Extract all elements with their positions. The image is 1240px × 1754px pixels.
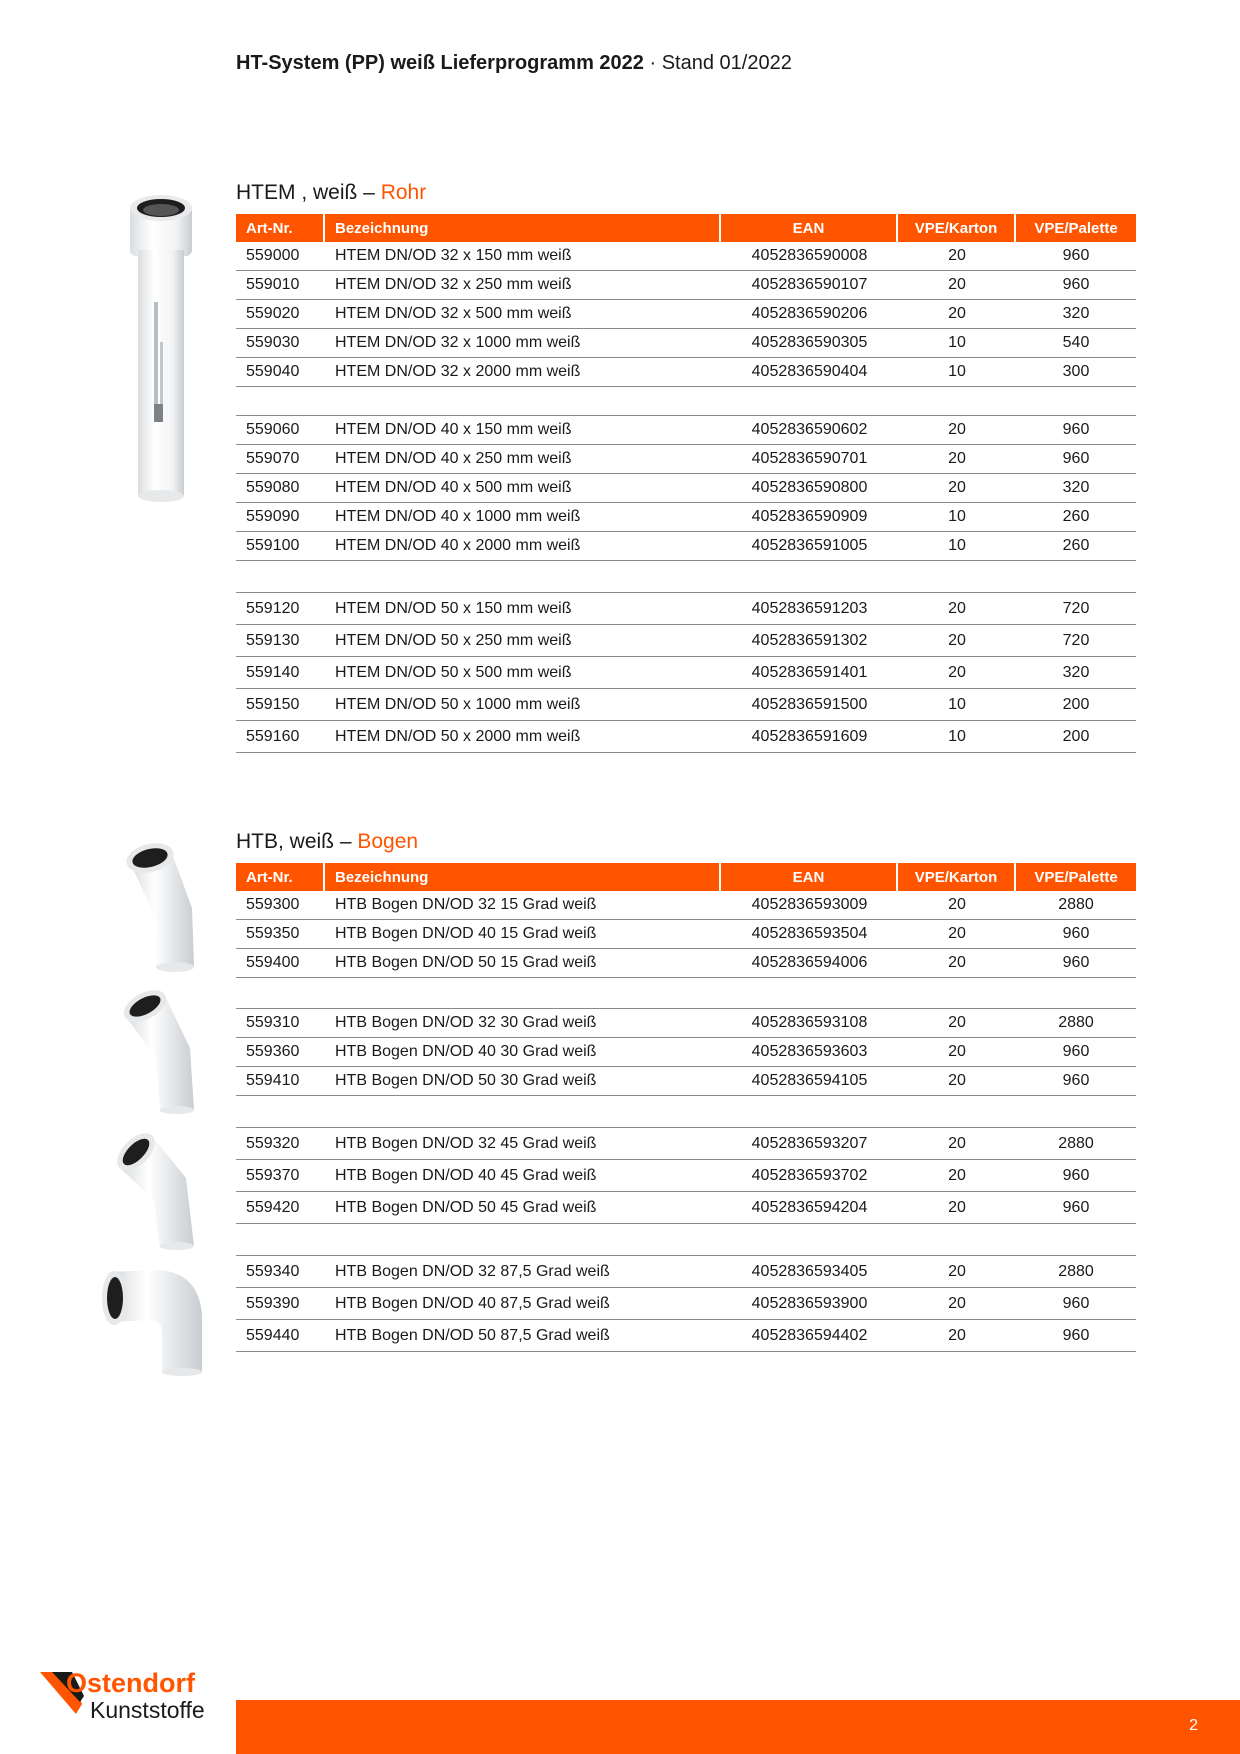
cell-vpe-karton: 20: [898, 593, 1016, 625]
cell-vpe-palette: 960: [1016, 920, 1136, 949]
cell-art-nr: 559070: [236, 445, 325, 474]
cell-ean: 4052836590107: [721, 271, 898, 300]
cell-bezeichnung: HTEM DN/OD 32 x 250 mm weiß: [325, 271, 721, 300]
cell-vpe-karton: 10: [898, 329, 1016, 358]
bend-30-image: [120, 988, 200, 1114]
table-row: [236, 657, 1136, 689]
cell-art-nr: 559040: [236, 358, 325, 387]
cell-bezeichnung: HTEM DN/OD 50 x 150 mm weiß: [325, 593, 721, 625]
cell-vpe-karton: 20: [898, 1128, 1016, 1160]
table-body: [236, 891, 1136, 1096]
cell-vpe-palette: 960: [1016, 416, 1136, 445]
cell-vpe-palette: 960: [1016, 949, 1136, 978]
cell-vpe-karton: 20: [898, 1160, 1016, 1192]
cell-vpe-palette: 320: [1016, 657, 1136, 689]
cell-vpe-palette: 960: [1016, 445, 1136, 474]
cell-art-nr: 559340: [236, 1256, 325, 1288]
table-row: [236, 1067, 1136, 1096]
section-title: [236, 829, 1136, 855]
bend-87-5-image: [100, 1264, 206, 1376]
cell-bezeichnung: HTB Bogen DN/OD 32 87,5 Grad weiß: [325, 1256, 721, 1288]
cell-vpe-palette: 960: [1016, 1067, 1136, 1096]
cell-vpe-palette: 720: [1016, 625, 1136, 657]
table-body: [236, 242, 1136, 561]
cell-art-nr: 559320: [236, 1128, 325, 1160]
cell-ean: 4052836591005: [721, 532, 898, 561]
cell-art-nr: 559370: [236, 1160, 325, 1192]
page-header: [236, 52, 792, 75]
section-title-accent: Rohr: [380, 181, 427, 204]
product-table-rohr: [236, 214, 1136, 753]
page-number: 2: [1189, 1717, 1198, 1734]
cell-vpe-karton: 10: [898, 503, 1016, 532]
col-header-ean: EAN: [721, 863, 898, 891]
group-spacer-row: [236, 387, 1136, 416]
cell-ean: 4052836591401: [721, 657, 898, 689]
cell-vpe-karton: 10: [898, 689, 1016, 721]
cell-ean: 4052836593207: [721, 1128, 898, 1160]
table-row: [236, 891, 1136, 920]
ostendorf-logo: [38, 1668, 210, 1729]
cell-bezeichnung: HTB Bogen DN/OD 40 45 Grad weiß: [325, 1160, 721, 1192]
table-row: [236, 593, 1136, 625]
bend-45-image: [114, 1128, 200, 1250]
table-row: [236, 1192, 1136, 1224]
cell-art-nr: 559420: [236, 1192, 325, 1224]
cell-vpe-karton: 10: [898, 358, 1016, 387]
cell-art-nr: 559160: [236, 721, 325, 753]
cell-vpe-palette: 960: [1016, 1038, 1136, 1067]
table-header-row: [236, 214, 1136, 242]
cell-art-nr: 559100: [236, 532, 325, 561]
section-bogen: [236, 829, 1136, 1352]
cell-vpe-karton: 20: [898, 271, 1016, 300]
cell-vpe-karton: 20: [898, 1067, 1016, 1096]
cell-bezeichnung: HTEM DN/OD 40 x 250 mm weiß: [325, 445, 721, 474]
cell-bezeichnung: HTB Bogen DN/OD 40 15 Grad weiß: [325, 920, 721, 949]
cell-bezeichnung: HTEM DN/OD 32 x 150 mm weiß: [325, 242, 721, 271]
cell-ean: 4052836593405: [721, 1256, 898, 1288]
table-row: [236, 445, 1136, 474]
cell-bezeichnung: HTB Bogen DN/OD 32 45 Grad weiß: [325, 1128, 721, 1160]
cell-art-nr: 559410: [236, 1067, 325, 1096]
col-header-art-nr: Art-Nr.: [236, 863, 325, 891]
cell-bezeichnung: HTEM DN/OD 50 x 500 mm weiß: [325, 657, 721, 689]
cell-bezeichnung: HTEM DN/OD 50 x 250 mm weiß: [325, 625, 721, 657]
cell-ean: 4052836590008: [721, 242, 898, 271]
cell-ean: 4052836593702: [721, 1160, 898, 1192]
cell-bezeichnung: HTB Bogen DN/OD 50 45 Grad weiß: [325, 1192, 721, 1224]
cell-art-nr: 559360: [236, 1038, 325, 1067]
cell-vpe-palette: 960: [1016, 271, 1136, 300]
cell-ean: 4052836591609: [721, 721, 898, 753]
group-spacer-row: [236, 978, 1136, 1009]
table-row: [236, 416, 1136, 445]
cell-vpe-karton: 20: [898, 416, 1016, 445]
col-header-vpe-palette: VPE/Palette: [1016, 863, 1136, 891]
spacer-cell: [236, 978, 1136, 1009]
cell-vpe-karton: 20: [898, 657, 1016, 689]
cell-vpe-palette: 320: [1016, 300, 1136, 329]
cell-vpe-karton: 20: [898, 1256, 1016, 1288]
cell-vpe-palette: 720: [1016, 593, 1136, 625]
table-row: [236, 920, 1136, 949]
table-row: [236, 503, 1136, 532]
cell-vpe-palette: 320: [1016, 474, 1136, 503]
cell-bezeichnung: HTEM DN/OD 32 x 1000 mm weiß: [325, 329, 721, 358]
cell-bezeichnung: HTB Bogen DN/OD 32 30 Grad weiß: [325, 1009, 721, 1038]
cell-vpe-karton: 20: [898, 891, 1016, 920]
col-header-bezeichnung: Bezeichnung: [325, 863, 721, 891]
cell-ean: 4052836591500: [721, 689, 898, 721]
col-header-ean: EAN: [721, 214, 898, 242]
cell-bezeichnung: HTEM DN/OD 40 x 1000 mm weiß: [325, 503, 721, 532]
cell-art-nr: 559080: [236, 474, 325, 503]
cell-ean: 4052836590404: [721, 358, 898, 387]
cell-ean: 4052836590800: [721, 474, 898, 503]
cell-art-nr: 559390: [236, 1288, 325, 1320]
cell-bezeichnung: HTB Bogen DN/OD 40 87,5 Grad weiß: [325, 1288, 721, 1320]
cell-vpe-karton: 20: [898, 445, 1016, 474]
cell-vpe-palette: 300: [1016, 358, 1136, 387]
table-row: [236, 1160, 1136, 1192]
cell-bezeichnung: HTEM DN/OD 40 x 2000 mm weiß: [325, 532, 721, 561]
footer-bar: [236, 1700, 1240, 1754]
cell-ean: 4052836593603: [721, 1038, 898, 1067]
cell-bezeichnung: HTEM DN/OD 32 x 500 mm weiß: [325, 300, 721, 329]
cell-vpe-palette: 200: [1016, 721, 1136, 753]
cell-art-nr: 559090: [236, 503, 325, 532]
cell-vpe-karton: 20: [898, 920, 1016, 949]
section-title-accent: Bogen: [357, 830, 419, 853]
section-title-prefix: HTEM , weiß –: [236, 181, 381, 204]
table-row: [236, 358, 1136, 387]
cell-art-nr: 559060: [236, 416, 325, 445]
cell-ean: 4052836593504: [721, 920, 898, 949]
cell-vpe-karton: 20: [898, 1192, 1016, 1224]
table-row: [236, 1288, 1136, 1320]
cell-ean: 4052836594204: [721, 1192, 898, 1224]
cell-vpe-karton: 20: [898, 625, 1016, 657]
col-header-bezeichnung: Bezeichnung: [325, 214, 721, 242]
cell-ean: 4052836593108: [721, 1009, 898, 1038]
cell-vpe-palette: 200: [1016, 689, 1136, 721]
cell-vpe-palette: 2880: [1016, 1128, 1136, 1160]
table-row: [236, 532, 1136, 561]
table-body: [236, 1096, 1136, 1352]
cell-bezeichnung: HTEM DN/OD 40 x 500 mm weiß: [325, 474, 721, 503]
table-row: [236, 242, 1136, 271]
col-header-vpe-karton: VPE/Karton: [898, 863, 1016, 891]
section-title: [236, 180, 1136, 206]
product-table-bogen: [236, 863, 1136, 1352]
cell-vpe-karton: 10: [898, 532, 1016, 561]
cell-vpe-karton: 10: [898, 721, 1016, 753]
cell-bezeichnung: HTB Bogen DN/OD 50 30 Grad weiß: [325, 1067, 721, 1096]
cell-art-nr: 559300: [236, 891, 325, 920]
cell-bezeichnung: HTEM DN/OD 40 x 150 mm weiß: [325, 416, 721, 445]
cell-vpe-karton: 20: [898, 474, 1016, 503]
cell-ean: 4052836593900: [721, 1288, 898, 1320]
section-rohr: [236, 180, 1136, 753]
cell-vpe-palette: 960: [1016, 242, 1136, 271]
cell-ean: 4052836591302: [721, 625, 898, 657]
spacer-cell: [236, 1096, 1136, 1128]
cell-vpe-karton: 20: [898, 1288, 1016, 1320]
cell-art-nr: 559030: [236, 329, 325, 358]
table-row: [236, 625, 1136, 657]
cell-art-nr: 559400: [236, 949, 325, 978]
table-row: [236, 329, 1136, 358]
cell-ean: 4052836590701: [721, 445, 898, 474]
logo-subline: Kunststoffe: [90, 1697, 205, 1723]
table-row: [236, 1009, 1136, 1038]
col-header-art-nr: Art-Nr.: [236, 214, 325, 242]
col-header-vpe-palette: VPE/Palette: [1016, 214, 1136, 242]
cell-art-nr: 559120: [236, 593, 325, 625]
cell-vpe-palette: 260: [1016, 503, 1136, 532]
group-spacer-row: [236, 1096, 1136, 1128]
cell-vpe-karton: 20: [898, 949, 1016, 978]
table-row: [236, 271, 1136, 300]
cell-bezeichnung: HTB Bogen DN/OD 32 15 Grad weiß: [325, 891, 721, 920]
cell-bezeichnung: HTB Bogen DN/OD 50 15 Grad weiß: [325, 949, 721, 978]
cell-vpe-karton: 20: [898, 242, 1016, 271]
cell-vpe-palette: 960: [1016, 1160, 1136, 1192]
cell-vpe-palette: 2880: [1016, 1009, 1136, 1038]
table-row: [236, 474, 1136, 503]
table-body: [236, 561, 1136, 753]
table-row: [236, 689, 1136, 721]
cell-vpe-palette: 540: [1016, 329, 1136, 358]
cell-ean: 4052836591203: [721, 593, 898, 625]
cell-art-nr: 559000: [236, 242, 325, 271]
cell-art-nr: 559350: [236, 920, 325, 949]
cell-vpe-palette: 260: [1016, 532, 1136, 561]
cell-vpe-karton: 20: [898, 300, 1016, 329]
cell-bezeichnung: HTB Bogen DN/OD 40 30 Grad weiß: [325, 1038, 721, 1067]
table-header-row: [236, 863, 1136, 891]
cell-art-nr: 559010: [236, 271, 325, 300]
cell-vpe-palette: 960: [1016, 1192, 1136, 1224]
table-row: [236, 1038, 1136, 1067]
cell-vpe-palette: 2880: [1016, 891, 1136, 920]
cell-art-nr: 559150: [236, 689, 325, 721]
table-row: [236, 949, 1136, 978]
cell-vpe-karton: 20: [898, 1320, 1016, 1352]
cell-bezeichnung: HTB Bogen DN/OD 50 87,5 Grad weiß: [325, 1320, 721, 1352]
bend-15-image: [120, 838, 200, 973]
cell-ean: 4052836590602: [721, 416, 898, 445]
section-title-prefix: HTB, weiß –: [236, 830, 358, 853]
table-row: [236, 1320, 1136, 1352]
table-row: [236, 1256, 1136, 1288]
cell-vpe-karton: 20: [898, 1009, 1016, 1038]
cell-ean: 4052836593009: [721, 891, 898, 920]
cell-bezeichnung: HTEM DN/OD 32 x 2000 mm weiß: [325, 358, 721, 387]
group-spacer-row: [236, 561, 1136, 593]
cell-vpe-palette: 2880: [1016, 1256, 1136, 1288]
table-row: [236, 300, 1136, 329]
cell-ean: 4052836590305: [721, 329, 898, 358]
table-row: [236, 1128, 1136, 1160]
cell-ean: 4052836590206: [721, 300, 898, 329]
cell-bezeichnung: HTEM DN/OD 50 x 1000 mm weiß: [325, 689, 721, 721]
cell-ean: 4052836594006: [721, 949, 898, 978]
cell-ean: 4052836594402: [721, 1320, 898, 1352]
pipe-image: [128, 192, 194, 504]
logo-wordmark: Ostendorf: [66, 1668, 196, 1698]
table-row: [236, 721, 1136, 753]
spacer-cell: [236, 1224, 1136, 1256]
cell-art-nr: 559140: [236, 657, 325, 689]
document-date: · Stand 01/2022: [643, 52, 792, 74]
spacer-cell: [236, 387, 1136, 416]
group-spacer-row: [236, 1224, 1136, 1256]
cell-ean: 4052836590909: [721, 503, 898, 532]
cell-art-nr: 559310: [236, 1009, 325, 1038]
cell-ean: 4052836594105: [721, 1067, 898, 1096]
spacer-cell: [236, 561, 1136, 593]
col-header-vpe-karton: VPE/Karton: [898, 214, 1016, 242]
cell-vpe-palette: 960: [1016, 1288, 1136, 1320]
document-title: HT-System (PP) weiß Lieferprogramm 2022: [236, 52, 644, 74]
cell-vpe-karton: 20: [898, 1038, 1016, 1067]
cell-vpe-palette: 960: [1016, 1320, 1136, 1352]
cell-art-nr: 559020: [236, 300, 325, 329]
cell-art-nr: 559440: [236, 1320, 325, 1352]
cell-art-nr: 559130: [236, 625, 325, 657]
cell-bezeichnung: HTEM DN/OD 50 x 2000 mm weiß: [325, 721, 721, 753]
